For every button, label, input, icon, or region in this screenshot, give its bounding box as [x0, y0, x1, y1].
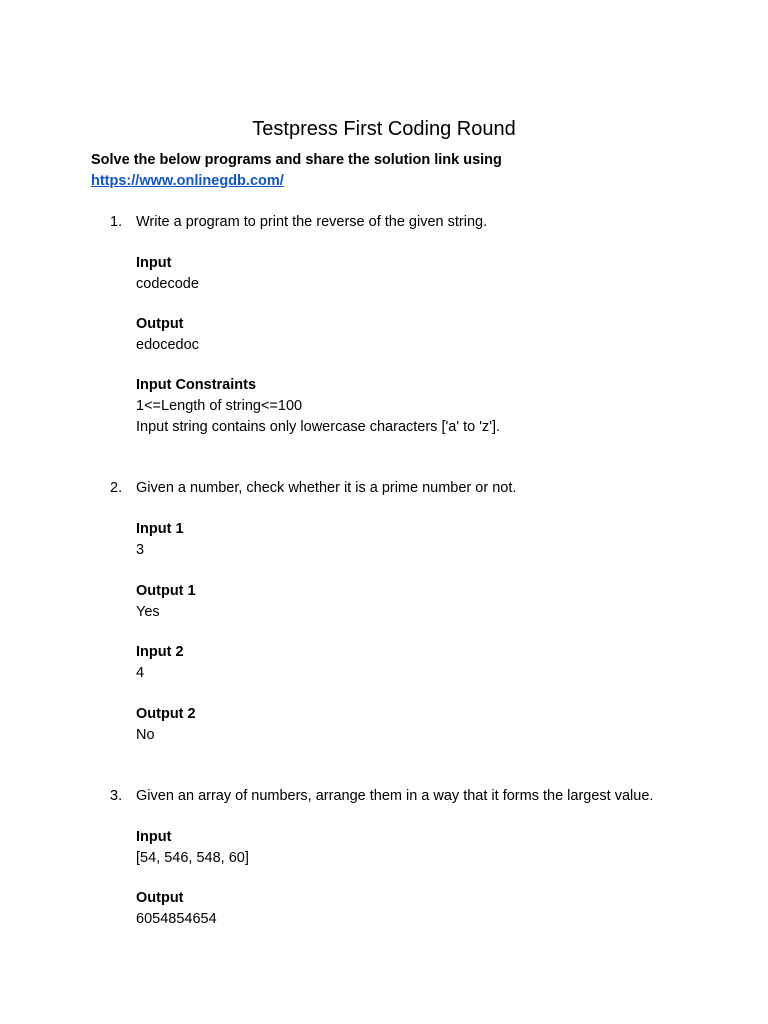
- block-value: Yes: [136, 604, 160, 620]
- block-label: Input 2: [136, 644, 184, 660]
- question-3-input: [136, 827, 249, 869]
- block-label: Input: [136, 255, 172, 271]
- question-prompt: Write a program to print the reverse of the given string.: [136, 214, 488, 230]
- block-label: Output: [136, 890, 184, 906]
- question-2-output-1: [136, 581, 196, 623]
- block-label: Output 1: [136, 583, 196, 599]
- block-value: 1<=Length of string<=100: [136, 398, 303, 414]
- question-2-input-2: [136, 642, 184, 684]
- block-value: codecode: [136, 276, 199, 292]
- block-value: 3: [136, 542, 145, 558]
- block-value: No: [136, 727, 155, 743]
- question-1-input: [136, 253, 199, 295]
- block-label: Input 1: [136, 521, 184, 537]
- block-value: edocedoc: [136, 337, 199, 353]
- page-title: Testpress First Coding Round: [252, 118, 516, 140]
- question-prompt: Given an array of numbers, arrange them in a way that it forms the largest value.: [136, 788, 654, 804]
- block-value: 6054854654: [136, 911, 217, 927]
- block-value: Input string contains only lowercase characters ['a' to 'z'].: [136, 419, 501, 435]
- question-number: 1.: [110, 214, 123, 230]
- block-value: 4: [136, 665, 145, 681]
- intro-lead: Solve the below programs and share the solution link using: [91, 152, 502, 168]
- block-label: Input: [136, 829, 172, 845]
- block-label: Input Constraints: [136, 377, 257, 393]
- question-prompt: Given a number, check whether it is a prime number or not.: [136, 480, 517, 496]
- question-3-output: [136, 888, 217, 930]
- onlinegdb-link[interactable]: https://www.onlinegdb.com/: [91, 173, 284, 189]
- question-number: 2.: [110, 480, 123, 496]
- question-2-output-2: [136, 704, 196, 746]
- question-number: 3.: [110, 788, 123, 804]
- question-1-output: [136, 314, 199, 356]
- question-1-constraints: [136, 375, 500, 438]
- intro-paragraph: [91, 150, 502, 192]
- block-value: [54, 546, 548, 60]: [136, 850, 249, 866]
- block-label: Output 2: [136, 706, 196, 722]
- question-2-input-1: [136, 519, 184, 561]
- block-label: Output: [136, 316, 184, 332]
